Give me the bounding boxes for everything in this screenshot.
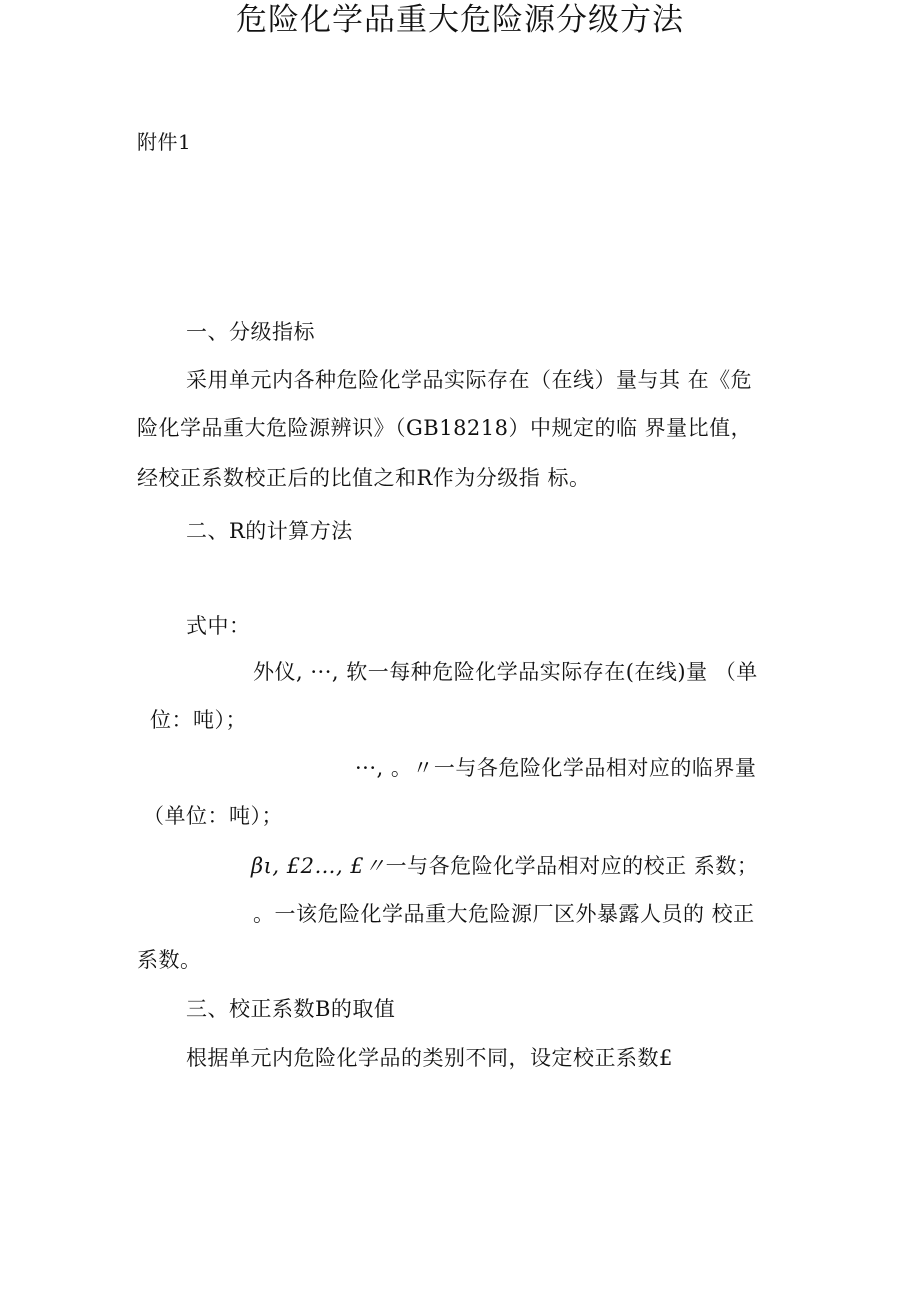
definition4-line2: 系数。: [137, 948, 202, 972]
section1-paragraph-line1: [186, 366, 800, 394]
section1-paragraph-line1-text: 采用单元内各种危险化学品实际存在（在线）量与其 在《危: [186, 368, 753, 392]
section1-paragraph-line3: 经校正系数校正后的比值之和R作为分级指 标。: [137, 466, 591, 490]
section3-heading: 三、校正系数B的取值: [186, 997, 396, 1021]
definition3-symbols: βι, £2…, £〃: [251, 854, 386, 878]
definition1-line2: 位：吨）；: [150, 708, 247, 732]
attachment-label: 附件1: [137, 130, 192, 154]
definition2-line2: （单位：吨）；: [143, 804, 283, 828]
section1-paragraph-line2: [137, 414, 800, 442]
definition3-text: 一与各危险化学品相对应的校正 系数；: [385, 854, 759, 878]
section2-heading: 二、R的计算方法: [186, 519, 353, 543]
section1-paragraph-line2-text: 险化学品重大危险源辨识》（GB18218）中规定的临 界量比值，: [137, 416, 753, 440]
document-title: 危险化学品重大危险源分级方法: [236, 2, 684, 38]
where-label: 式中：: [186, 614, 251, 638]
section1-heading: 一、分级指标: [186, 320, 315, 344]
definition3-line: [251, 852, 758, 880]
section3-paragraph-line1: 根据单元内危险化学品的类别不同，设定校正系数£: [186, 1046, 673, 1070]
definition4-line1: 。一该危险化学品重大危险源厂区外暴露人员的 校正: [253, 902, 755, 926]
definition1-line1: 外仪, ···, 软一每种危险化学品实际存在(在线)量 （单: [253, 660, 758, 684]
definition2-line1: ···, 。〃一与各危险化学品相对应的临界量: [355, 756, 757, 780]
